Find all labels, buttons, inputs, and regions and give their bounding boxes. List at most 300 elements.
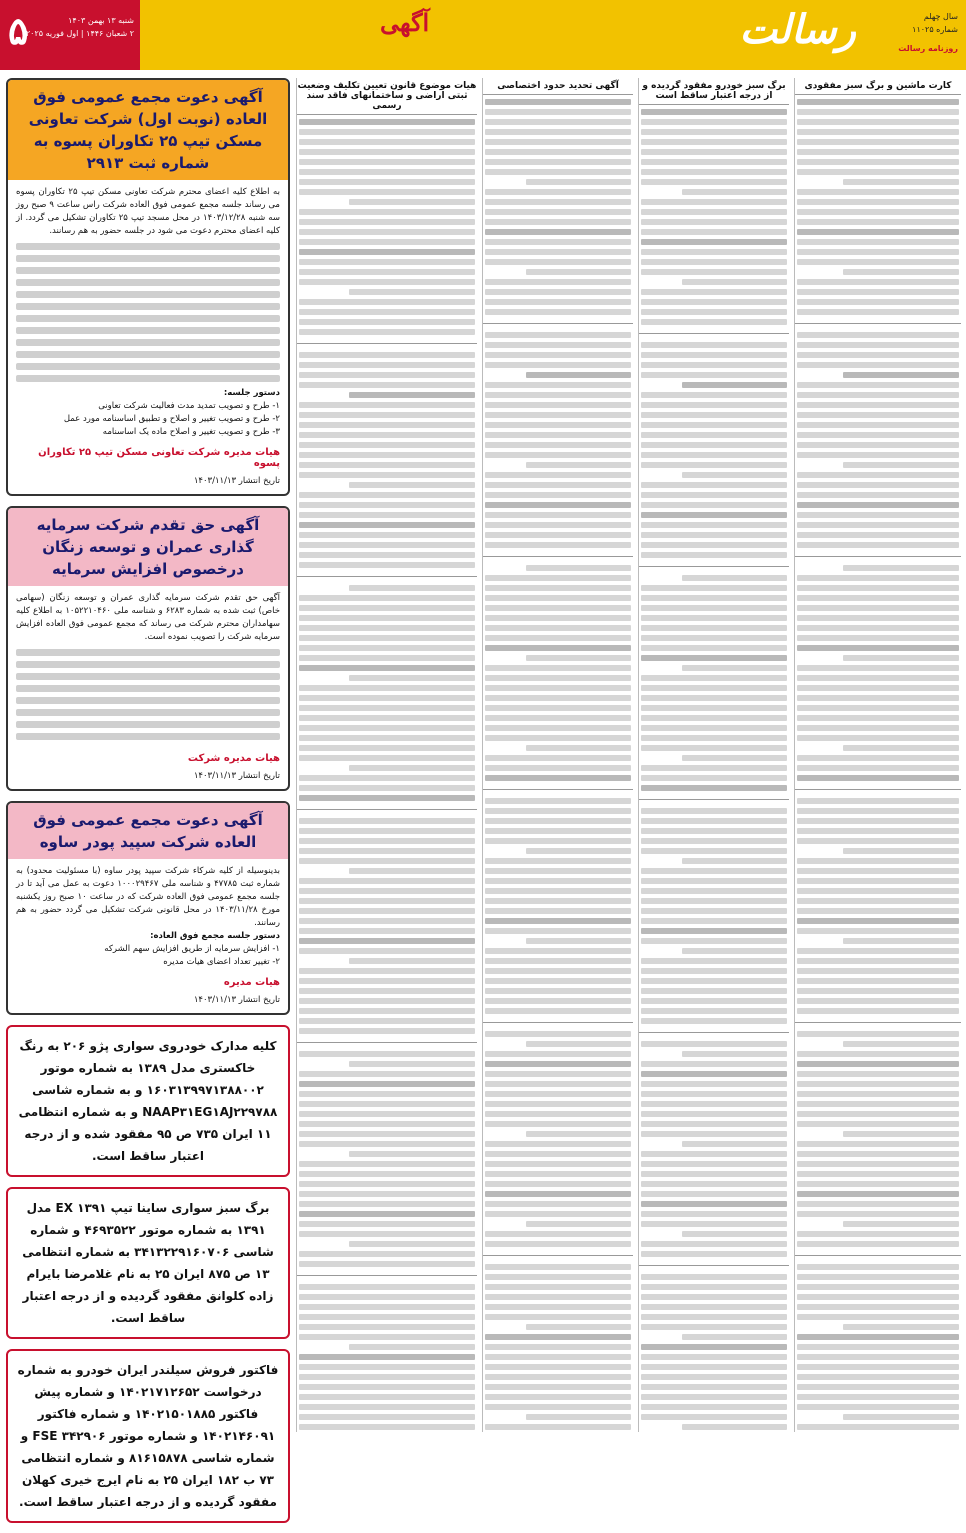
text-line — [485, 1161, 631, 1167]
text-line — [485, 685, 631, 691]
text-line — [485, 1191, 631, 1197]
text-line — [485, 289, 631, 295]
text-line — [299, 928, 475, 934]
text-line — [682, 575, 787, 581]
text-line — [485, 392, 631, 398]
text-line — [485, 492, 631, 498]
text-line — [641, 1314, 787, 1320]
text-line — [797, 685, 959, 691]
ad-title: آگهی دعوت مجمع عمومی فوق العاده (نوبت اول) شرکت تعاونی مسکن تیپ ۲۵ تکاوران پسوه به شماره ثبت ۲۹۱۳ — [28, 88, 268, 172]
text-line — [299, 249, 475, 255]
text-line — [641, 998, 787, 1004]
text-line — [797, 675, 959, 681]
text-line — [641, 695, 787, 701]
text-line — [485, 1211, 631, 1217]
agenda-item: ۱- افزایش سرمایه از طریق افزایش سهم الشرکه — [104, 944, 280, 954]
text-line — [682, 1424, 787, 1430]
text-line — [797, 595, 959, 601]
text-line — [641, 1394, 787, 1400]
text-line — [682, 472, 787, 478]
text-line — [299, 1131, 475, 1137]
text-line — [485, 888, 631, 894]
text-line — [682, 858, 787, 864]
text-line — [641, 1008, 787, 1014]
text-line — [641, 988, 787, 994]
divider — [795, 1255, 961, 1256]
text-line — [641, 119, 787, 125]
text-line — [299, 775, 475, 781]
text-line — [299, 422, 475, 428]
text-line — [299, 735, 475, 741]
text-line — [797, 279, 959, 285]
text-line — [299, 1404, 475, 1410]
text-line — [299, 299, 475, 305]
ad-date: تاریخ انتشار ۱۴۰۳/۱۱/۱۳ — [193, 771, 280, 781]
agenda-item: ۲- تغییر تعداد اعضای هیات مدیره — [163, 957, 280, 967]
text-line — [485, 868, 631, 874]
text-line — [641, 269, 787, 275]
text-line — [299, 695, 475, 701]
text-line — [299, 795, 475, 801]
text-line — [485, 735, 631, 741]
text-line — [641, 289, 787, 295]
text-line — [797, 452, 959, 458]
text-line — [485, 109, 631, 115]
text-line — [641, 938, 787, 944]
text-line — [641, 512, 787, 518]
text-line — [797, 492, 959, 498]
text-line — [485, 159, 631, 165]
text-line — [797, 99, 959, 105]
text-line — [843, 179, 959, 185]
text-line — [797, 159, 959, 165]
text-line — [299, 785, 475, 791]
text-line — [641, 715, 787, 721]
text-line — [797, 1394, 959, 1400]
text-line — [299, 159, 475, 165]
text-line — [641, 685, 787, 691]
text-line — [299, 1284, 475, 1290]
column-caption: هیات موضوع قانون تعیین تکلیف وضعیت ثبتی اراضی و ساختمانهای فاقد سند رسمی — [297, 78, 477, 115]
text-line — [797, 948, 959, 954]
text-line — [299, 279, 475, 285]
text-line — [641, 149, 787, 155]
text-line — [797, 1201, 959, 1207]
text-line — [797, 532, 959, 538]
text-line — [485, 279, 631, 285]
text-line — [485, 1141, 631, 1147]
text-line — [797, 838, 959, 844]
text-line — [485, 1394, 631, 1400]
text-line — [299, 1354, 475, 1360]
text-line — [299, 625, 475, 631]
classifieds-column-3 — [638, 78, 789, 1432]
ad-date: تاریخ انتشار ۱۴۰۳/۱۱/۱۳ — [193, 995, 280, 1005]
divider — [483, 1022, 633, 1023]
text-line — [797, 1051, 959, 1057]
text-line — [797, 199, 959, 205]
text-line — [641, 1018, 787, 1024]
text-line — [299, 635, 475, 641]
text-line — [349, 392, 475, 398]
ad-header — [8, 508, 288, 586]
ad-capital-increase — [6, 506, 290, 791]
text-line — [299, 605, 475, 611]
text-line — [349, 1241, 475, 1247]
text-line — [797, 1141, 959, 1147]
text-line — [299, 755, 475, 761]
text-line — [485, 605, 631, 611]
text-line — [682, 755, 787, 761]
text-line — [485, 1171, 631, 1177]
divider — [297, 1042, 477, 1043]
text-line — [485, 169, 631, 175]
text-line — [485, 219, 631, 225]
ad-title: آگهی دعوت مجمع عمومی فوق العاده شرکت سپید پودر ساوه — [33, 811, 263, 851]
ad-date: تاریخ انتشار ۱۴۰۳/۱۱/۱۳ — [193, 476, 280, 486]
lost-documents-notice: برگ سبز سواری ساینا تیپ ۱۳۹۱ EX مدل ۱۳۹۱ به شماره موتور ۴۶۹۳۵۲۲ و شماره شاسی ۳۴۱۳۲۲۹۱۶۰۷۰۶ به شماره انتظامی ۱۳ ص ۸۷۵ ایران ۲۵ به نام غلامرضا بایرام زاده کلوانق مفقود گردیده و از درجه اعتبار ساقط است. — [6, 1187, 290, 1339]
text-line — [797, 918, 959, 924]
text-line — [299, 998, 475, 1004]
text-line — [843, 938, 959, 944]
text-line — [299, 818, 475, 824]
divider — [297, 343, 477, 344]
meta-issue: شماره ۱۱۰۲۵ — [912, 25, 958, 34]
text-line — [641, 249, 787, 255]
text-line — [299, 169, 475, 175]
text-line — [526, 938, 631, 944]
text-line — [299, 472, 475, 478]
text-line — [797, 342, 959, 348]
text-line — [485, 625, 631, 631]
text-line — [797, 432, 959, 438]
text-line — [485, 595, 631, 601]
text-line — [641, 745, 787, 751]
text-line — [485, 918, 631, 924]
text-line — [682, 1231, 787, 1237]
display-ads-column — [6, 78, 290, 1533]
text-line — [299, 1251, 475, 1257]
text-line — [641, 818, 787, 824]
divider — [297, 576, 477, 577]
text-line — [797, 392, 959, 398]
text-line — [485, 1121, 631, 1127]
ad-intro: آگهی حق تقدم شرکت سرمایه گذاری عمران و توسعه زنگان (سهامی خاص) ثبت شده به شماره ۶۲۸۳ و شناسه ملی ۱۰۵۲۲۱۰۴۶۰ به اطلاع کلیه سهامداران محترم شرکت می رساند که مجمع عمومی فوق العاده افزایش سرمایه شرکت را تصویب نموده است. — [16, 593, 280, 642]
text-line — [299, 149, 475, 155]
text-line — [641, 229, 787, 235]
text-line — [485, 1264, 631, 1270]
text-line — [641, 552, 787, 558]
text-line — [682, 1051, 787, 1057]
text-line — [797, 309, 959, 315]
text-line — [485, 382, 631, 388]
text-line — [299, 432, 475, 438]
text-line — [485, 1181, 631, 1187]
text-line — [485, 442, 631, 448]
text-line — [349, 1151, 475, 1157]
text-line — [682, 279, 787, 285]
text-line — [485, 139, 631, 145]
lost-documents-notice: کلیه مدارک خودروی سواری پژو ۲۰۶ به رنگ خاکستری مدل ۱۳۸۹ به شماره موتور ۱۶۰۳۱۳۹۹۷۱۳۸۸۰۰۲ و به شماره شاسی NAAP۳۱EG۱AJ۲۲۹۷۸۸ و به شماره انتظامی ۱۱ ایران ۷۳۵ ص ۹۵ مفقود شده و از درجه اعتبار ساقط است. — [6, 1025, 290, 1177]
text-line — [299, 948, 475, 954]
issue-meta — [912, 10, 958, 36]
text-line — [485, 532, 631, 538]
text-line — [485, 149, 631, 155]
text-line — [485, 1151, 631, 1157]
text-line — [299, 352, 475, 358]
text-line — [797, 1161, 959, 1167]
text-line — [299, 189, 475, 195]
text-line — [641, 928, 787, 934]
text-line — [485, 818, 631, 824]
ad-signature: هیات مدیره شرکت تعاونی مسکن تیپ ۲۵ تکاوران پسوه — [38, 447, 280, 469]
text-line — [641, 139, 787, 145]
text-line — [299, 362, 475, 368]
agenda-item: ۲- طرح و تصویب تغییر و اصلاح و تطبیق اساسنامه مورد عمل — [63, 414, 280, 424]
text-line — [485, 645, 631, 651]
text-line — [299, 1231, 475, 1237]
text-line — [485, 452, 631, 458]
text-line — [485, 1354, 631, 1360]
text-line — [797, 1354, 959, 1360]
text-line — [797, 1231, 959, 1237]
text-line — [485, 502, 631, 508]
text-line — [299, 1394, 475, 1400]
text-line — [797, 1081, 959, 1087]
text-line — [485, 808, 631, 814]
text-line — [485, 755, 631, 761]
text-line — [485, 665, 631, 671]
text-line — [641, 655, 787, 661]
page-header — [0, 0, 966, 70]
text-line — [299, 512, 475, 518]
text-line — [526, 269, 631, 275]
text-line — [485, 1334, 631, 1340]
text-line — [797, 1294, 959, 1300]
column-caption: برگ سبز خودرو مفقود گردیده و از درجه اعتبار ساقط است — [639, 78, 789, 105]
text-line — [299, 1314, 475, 1320]
date-alt: ۲ شعبان ۱۴۴۶ | اول فوریه ۲۰۲۵ — [25, 29, 134, 38]
text-line — [797, 775, 959, 781]
text-line — [485, 765, 631, 771]
text-line — [299, 665, 475, 671]
text-line — [485, 1231, 631, 1237]
text-line — [299, 615, 475, 621]
text-line — [526, 848, 631, 854]
text-line — [299, 878, 475, 884]
text-line — [299, 725, 475, 731]
text-line — [797, 1171, 959, 1177]
text-line — [485, 988, 631, 994]
text-line — [797, 1151, 959, 1157]
text-line — [797, 382, 959, 388]
text-line — [797, 299, 959, 305]
text-line — [797, 289, 959, 295]
text-line — [797, 1264, 959, 1270]
text-line — [641, 1211, 787, 1217]
text-line — [641, 1151, 787, 1157]
text-line — [349, 289, 475, 295]
text-line — [485, 615, 631, 621]
text-line — [349, 868, 475, 874]
text-line — [641, 522, 787, 528]
text-line — [843, 1131, 959, 1137]
text-line — [641, 765, 787, 771]
text-line — [843, 655, 959, 661]
text-line — [485, 129, 631, 135]
text-line — [641, 402, 787, 408]
text-line — [797, 522, 959, 528]
text-line — [641, 635, 787, 641]
text-line — [641, 918, 787, 924]
date-fa: شنبه ۱۳ بهمن ۱۴۰۳ — [68, 16, 134, 25]
text-line — [485, 908, 631, 914]
text-line — [641, 1304, 787, 1310]
text-line — [641, 462, 787, 468]
ad-header — [8, 803, 288, 859]
ad-meeting-notice-1 — [6, 78, 290, 496]
text-line — [843, 372, 959, 378]
text-line — [485, 725, 631, 731]
text-line — [641, 1251, 787, 1257]
text-line — [485, 209, 631, 215]
ad-signature: هیات مدیره — [223, 977, 280, 988]
text-line — [641, 1191, 787, 1197]
agenda-title: دستور جلسه مجمع فوق العاده: — [150, 931, 280, 941]
text-line — [299, 239, 475, 245]
text-line — [485, 1008, 631, 1014]
text-line — [641, 542, 787, 548]
text-line — [299, 119, 475, 125]
text-line — [485, 402, 631, 408]
text-line — [299, 412, 475, 418]
text-line — [485, 259, 631, 265]
text-line — [797, 645, 959, 651]
text-line — [797, 442, 959, 448]
text-line — [797, 542, 959, 548]
text-line — [485, 928, 631, 934]
ad-header — [8, 80, 288, 180]
text-line — [526, 745, 631, 751]
ad-intro: به اطلاع کلیه اعضای محترم شرکت تعاونی مسکن تیپ ۲۵ تکاوران پسوه می رساند جلسه مجمع عمومی فوق العاده شرکت راس ساعت ۹ صبح روز سه شنبه ۱۴۰۳/۱۲/۲۸ در محل مسجد تیپ ۲۵ تکاوران تشکیل می گردد. از کلیه اعضای محترم دعوت می شود در جلسه حضور به هم رسانند. — [16, 187, 280, 236]
text-line — [299, 655, 475, 661]
text-line — [299, 179, 475, 185]
text-line — [641, 1324, 787, 1330]
ad-signature: هیات مدیره شرکت — [187, 753, 280, 764]
text-line — [485, 1384, 631, 1390]
text-line — [299, 1081, 475, 1087]
text-line — [641, 615, 787, 621]
classified-text-block — [297, 119, 477, 1432]
divider — [483, 556, 633, 557]
text-line — [641, 159, 787, 165]
text-line — [299, 1304, 475, 1310]
text-line — [299, 828, 475, 834]
text-line — [682, 1334, 787, 1340]
text-line — [641, 705, 787, 711]
text-line — [797, 1424, 959, 1430]
text-line — [485, 1404, 631, 1410]
text-line — [349, 482, 475, 488]
ad-title: آگهی حق تقدم شرکت سرمایه گذاری عمران و توسعه زنگان درخصوص افزایش سرمایه — [36, 516, 260, 578]
text-line — [299, 848, 475, 854]
divider — [639, 333, 789, 334]
text-line — [797, 928, 959, 934]
text-line — [797, 352, 959, 358]
text-line — [641, 808, 787, 814]
text-line — [682, 948, 787, 954]
text-line — [843, 1041, 959, 1047]
text-line — [641, 1354, 787, 1360]
text-line — [641, 422, 787, 428]
divider — [639, 799, 789, 800]
column-caption: آگهی تحدید حدود اختصاصی — [483, 78, 633, 95]
text-line — [641, 1111, 787, 1117]
text-line — [299, 562, 475, 568]
text-line — [299, 309, 475, 315]
text-line — [299, 259, 475, 265]
text-line — [299, 229, 475, 235]
text-line — [485, 575, 631, 581]
text-line — [299, 1324, 475, 1330]
text-line — [797, 665, 959, 671]
text-line — [485, 1051, 631, 1057]
text-line — [485, 1241, 631, 1247]
text-line — [641, 735, 787, 741]
text-line — [641, 645, 787, 651]
text-line — [843, 269, 959, 275]
text-line — [797, 695, 959, 701]
text-line — [641, 1131, 787, 1137]
text-line — [797, 149, 959, 155]
text-line — [485, 239, 631, 245]
text-line — [485, 412, 631, 418]
text-line — [797, 575, 959, 581]
text-line — [485, 1424, 631, 1430]
text-line — [485, 362, 631, 368]
text-line — [641, 199, 787, 205]
text-line — [641, 868, 787, 874]
text-line — [485, 189, 631, 195]
column-caption: کارت ماشین و برگ سبز مفقودی — [795, 78, 961, 95]
text-line — [526, 372, 631, 378]
text-line — [797, 412, 959, 418]
text-line — [641, 239, 787, 245]
text-line — [299, 1028, 475, 1034]
text-line — [797, 888, 959, 894]
text-line — [797, 715, 959, 721]
text-line — [299, 978, 475, 984]
text-line — [299, 442, 475, 448]
text-line — [485, 1111, 631, 1117]
text-line — [349, 1344, 475, 1350]
text-line — [485, 715, 631, 721]
text-line — [299, 269, 475, 275]
text-line — [797, 1008, 959, 1014]
text-line — [299, 492, 475, 498]
text-line — [485, 1284, 631, 1290]
text-line — [797, 1274, 959, 1280]
text-line — [797, 808, 959, 814]
text-line — [641, 898, 787, 904]
text-line — [299, 329, 475, 335]
text-line — [526, 1414, 631, 1420]
text-line — [299, 938, 475, 944]
text-line — [299, 1364, 475, 1370]
text-line — [641, 109, 787, 115]
text-line — [797, 229, 959, 235]
text-line — [641, 1221, 787, 1227]
